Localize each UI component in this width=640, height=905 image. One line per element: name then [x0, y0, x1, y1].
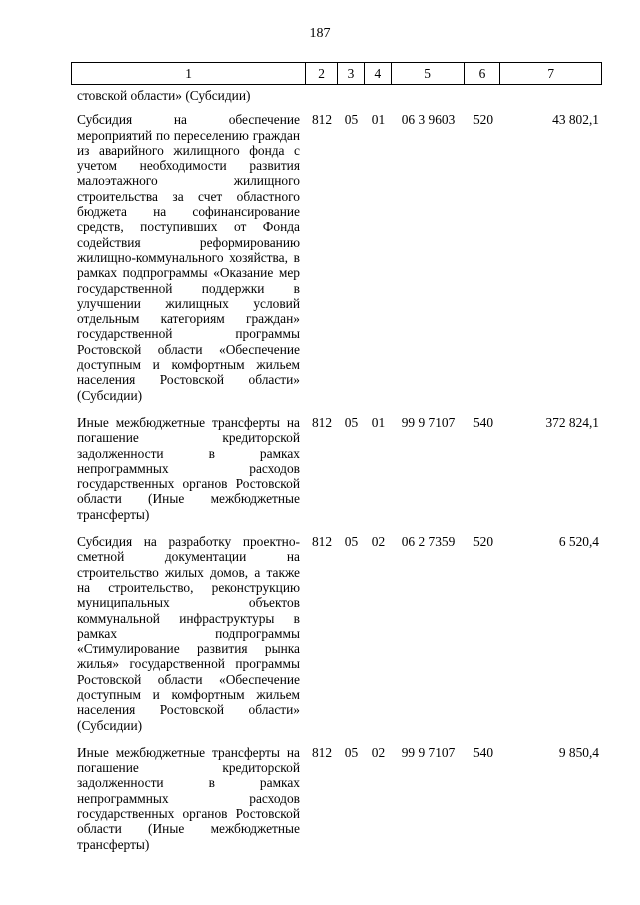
cell-subsection: 02 [371, 744, 386, 760]
cell-amount: 6 520,4 [558, 534, 599, 550]
cell-target-article: 06 3 9603 [401, 112, 456, 128]
cell-expense-type: 520 [472, 112, 494, 128]
cell-target-article: 99 9 7107 [401, 414, 456, 430]
page-number: 187 [309, 26, 331, 41]
cell-subsection: 01 [371, 414, 386, 430]
cell-amount: 9 850,4 [558, 744, 599, 760]
cell-amount: 372 824,1 [545, 414, 599, 430]
row-description: стовской области» (Субсидии) [77, 88, 251, 103]
table-row-continuation [71, 88, 602, 103]
table-body [71, 88, 602, 852]
cell-amount: 43 802,1 [552, 112, 599, 128]
row-description: Иные межбюджетные трансферты на погашение кредиторской задолженности в рамках непрограммных расходов государственных органов Ростовской области (Иные межбюджетные трансферты) [77, 414, 300, 522]
cell-admin-code: 812 [311, 534, 333, 550]
column-header: 5 [392, 63, 465, 84]
cell-target-article: 06 2 7359 [401, 534, 456, 550]
cell-admin-code: 812 [311, 112, 333, 128]
table-row [71, 112, 602, 403]
row-description: Иные межбюджетные трансферты на погашение кредиторской задолженности в рамках непрограммных расходов государственных органов Ростовской области (Иные межбюджетные трансферты) [77, 744, 300, 852]
table-header [71, 62, 602, 85]
column-header: 6 [465, 63, 501, 84]
column-header: 1 [72, 63, 306, 84]
row-description: Субсидия на разработку проектно-сметной документации на строительство жилых домов, а также на строительство, реконструкцию муниципальных объектов коммунальной инфраструктуры в рамках подпрограммы «Стимулирование развития рынка жилья» государственной программы Ростовской области «Обеспечение доступным и комфортным жильем населения Ростовской области» (Субсидии) [77, 534, 300, 733]
cell-admin-code: 812 [311, 414, 333, 430]
column-header: 4 [365, 63, 392, 84]
row-description: Субсидия на обеспечение мероприятий по переселению граждан из аварийного жилищного фонда с учетом необходимости развития малоэтажного жилищного строительства за счет областного бюджета на софинансирование средств, поступивших от Фонда содействия реформированию жилищно-коммунального хозяйства, в рамках подпрограммы «Оказание мер государственной поддержки в улучшении жилищных условий отдельным категориям граждан» государственной программы Ростовской области «Обеспечение доступным и комфортным жильем населения Ростовской области» (Субсидии) [77, 112, 300, 403]
cell-target-article: 99 9 7107 [401, 744, 456, 760]
cell-section: 05 [344, 414, 359, 430]
column-header: 7 [547, 65, 555, 81]
cell-expense-type: 540 [472, 744, 494, 760]
cell-expense-type: 520 [472, 534, 494, 550]
table-row [71, 415, 602, 522]
column-header: 2 [306, 63, 338, 84]
cell-subsection: 02 [371, 534, 386, 550]
column-header: 3 [338, 63, 365, 84]
cell-section: 05 [344, 744, 359, 760]
table-row [71, 745, 602, 852]
cell-expense-type: 540 [472, 414, 494, 430]
cell-subsection: 01 [371, 112, 386, 128]
table-row [71, 534, 602, 733]
cell-section: 05 [344, 534, 359, 550]
cell-section: 05 [344, 112, 359, 128]
cell-admin-code: 812 [311, 744, 333, 760]
